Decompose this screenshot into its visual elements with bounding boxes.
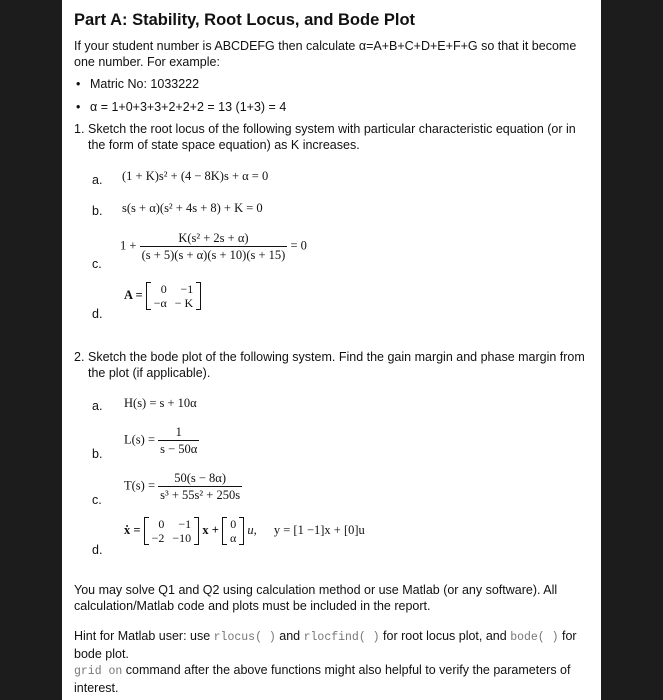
hint-pre: Hint for Matlab user: use bbox=[74, 629, 211, 643]
matrix-a bbox=[144, 517, 200, 545]
matrix-cell: −2 bbox=[151, 531, 165, 545]
state-tail: u, bbox=[247, 522, 257, 537]
document-page bbox=[62, 0, 601, 700]
matrix-lhs: A = bbox=[124, 287, 143, 302]
question-number: 1. bbox=[74, 122, 85, 136]
solution-note: You may solve Q1 and Q2 using calculation method or use Matlab (or any software). All calculation/Matlab code and plots must be included in the report. bbox=[74, 583, 558, 613]
hint-mid2: for root locus plot, and bbox=[383, 629, 507, 643]
matrix-cell: − K bbox=[174, 296, 194, 310]
bullet-alpha-example: α = 1+0+3+3+2+2+2 = 13 (1+3) = 4 bbox=[90, 100, 287, 114]
equation-tail: = 0 bbox=[290, 238, 307, 253]
question-2 bbox=[74, 349, 590, 381]
equation-1a: (1 + K)s² + (4 − 8K)s + α = 0 bbox=[122, 169, 269, 183]
bullet-matric: Matric No: 1033222 bbox=[90, 77, 200, 91]
fraction bbox=[140, 230, 288, 263]
equation-2c bbox=[124, 470, 242, 503]
matrix-cell: 0 bbox=[158, 517, 165, 531]
equation-lhs: T(s) = bbox=[124, 478, 155, 493]
hint-mid1: and bbox=[279, 629, 301, 643]
fraction bbox=[158, 470, 242, 503]
state-mid: x + bbox=[202, 522, 219, 537]
matrix-cell: −α bbox=[153, 296, 167, 310]
question-text: Sketch the root locus of the following system with particular characteristic equation (or in the form of state space equation) as K increases. bbox=[88, 122, 576, 152]
item-label: a. bbox=[92, 399, 103, 413]
item-label: d. bbox=[92, 307, 103, 321]
code-bode: bode( ) bbox=[510, 631, 559, 644]
code-grid-on: grid on bbox=[74, 665, 123, 678]
hint-tail: command after the above functions might also helpful to verify the parameters of interest. bbox=[74, 663, 571, 695]
matrix-a bbox=[146, 282, 202, 310]
item-label: d. bbox=[92, 543, 103, 557]
code-rlocfind: rlocfind( ) bbox=[303, 631, 380, 644]
equation-1d bbox=[124, 282, 201, 310]
fraction bbox=[158, 424, 199, 457]
matlab-hint bbox=[74, 628, 590, 696]
numerator: 50(s − 8α) bbox=[174, 471, 226, 485]
intro-paragraph: If your student number is ABCDEFG then calculate α=A+B+C+D+E+F+G so that it become one number. For example: bbox=[74, 39, 577, 69]
code-rlocus: rlocus( ) bbox=[213, 631, 276, 644]
matrix-cell: −1 bbox=[178, 517, 192, 531]
equation-2a: H(s) = s + 10α bbox=[124, 396, 197, 410]
item-label: b. bbox=[92, 447, 103, 461]
equation-1b: s(s + α)(s² + 4s + 8) + K = 0 bbox=[122, 201, 263, 215]
matrix-cell: α bbox=[229, 531, 237, 545]
item-label: c. bbox=[92, 493, 102, 507]
bullet-dot: • bbox=[76, 100, 81, 114]
question-number: 2. bbox=[74, 350, 85, 364]
denominator: s − 50α bbox=[160, 442, 198, 456]
denominator: s³ + 55s² + 250s bbox=[160, 488, 241, 502]
matrix-cell: 0 bbox=[230, 517, 237, 531]
equation-2d bbox=[124, 517, 365, 545]
matrix-cell: −1 bbox=[180, 282, 194, 296]
matrix-b bbox=[222, 517, 244, 545]
bullet-dot: • bbox=[76, 77, 81, 91]
equation-1c bbox=[120, 230, 307, 263]
numerator: K(s² + 2s + α) bbox=[178, 231, 249, 245]
equation-2b bbox=[124, 424, 199, 457]
matrix-cell: 0 bbox=[160, 282, 167, 296]
item-label: b. bbox=[92, 204, 103, 218]
output-equation: y = [1 −1]x + [0]u bbox=[273, 522, 365, 537]
equation-lhs: L(s) = bbox=[124, 432, 155, 447]
question-text: Sketch the bode plot of the following system. Find the gain margin and phase margin from the plot (if applicable). bbox=[88, 350, 585, 380]
question-1 bbox=[74, 121, 590, 153]
state-lhs: ẋ = bbox=[124, 522, 141, 537]
denominator: (s + 5)(s + α)(s + 10)(s + 15) bbox=[141, 248, 286, 262]
item-label: c. bbox=[92, 257, 102, 271]
numerator: 1 bbox=[175, 425, 182, 439]
hint-post: for bode plot. bbox=[74, 629, 577, 661]
equation-lead: 1 + bbox=[120, 238, 137, 253]
item-label: a. bbox=[92, 173, 103, 187]
matrix-cell: −10 bbox=[172, 531, 192, 545]
page-title: Part A: Stability, Root Locus, and Bode Plot bbox=[74, 11, 416, 29]
